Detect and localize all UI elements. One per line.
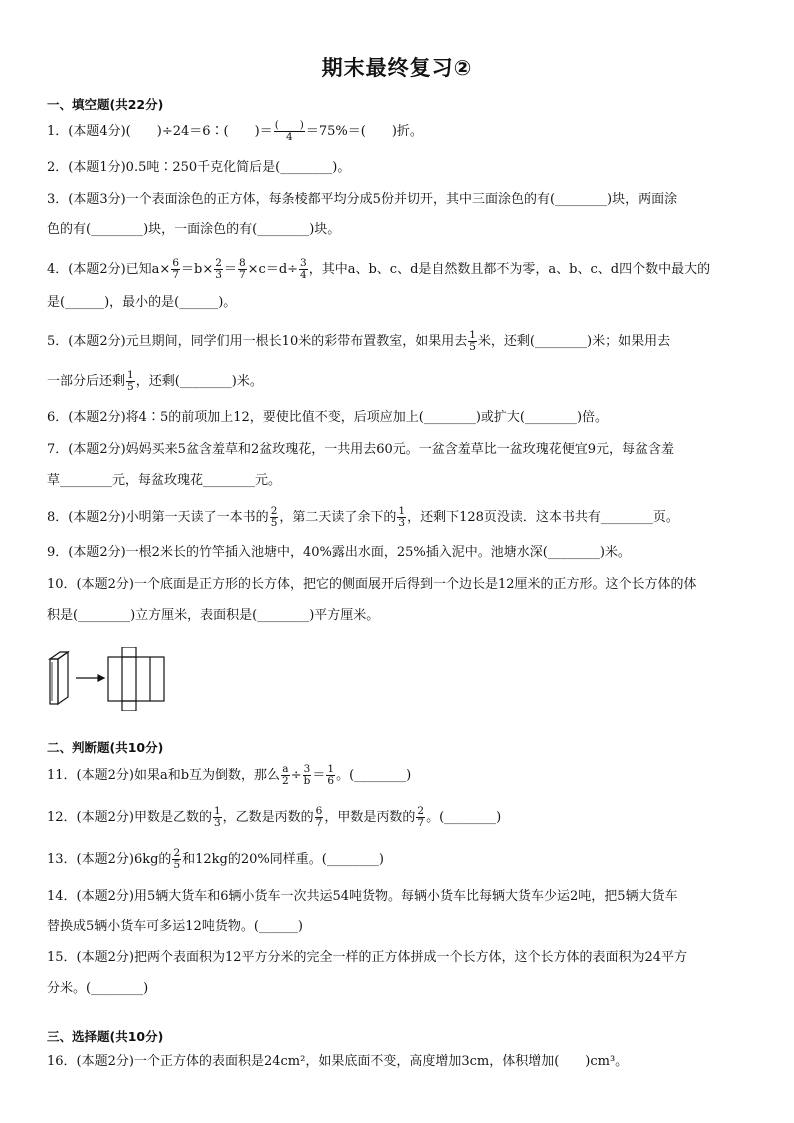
- question-6: 6．(本题2分)将4∶5的前项加上12，要使比值不变，后项应加上(________)或扩大(________)倍。: [47, 410, 609, 425]
- fraction: $\frac{6}{7}$: [172, 257, 180, 281]
- cuboid-unfold-figure: [46, 647, 166, 711]
- section-true-false: 二、判断题(共10分): [47, 740, 164, 755]
- question-13: 13．(本题2分)6kg的 $\frac{2}{5}$ 和12kg的20%同样重。(________): [47, 847, 384, 871]
- question-5-line-2: 一部分后还剩 $\frac{1}{5}$ ，还剩(________)米。: [47, 369, 263, 393]
- fraction: $\frac{2}{5}$: [270, 505, 278, 529]
- question-16: 16．(本题2分)一个正方体的表面积是24cm²，如果底面不变，高度增加3cm，体积增加( )cm³。: [47, 1054, 629, 1069]
- question-9: 9．(本题2分)一根2米长的竹竿插入池塘中，40%露出水面，25%插入泥中。池塘水深(________)米。: [47, 545, 631, 560]
- question-3-line-2: 色的有(________)块，一面涂色的有(________)块。: [47, 222, 341, 237]
- section-multiple-choice: 三、选择题(共10分): [47, 1029, 164, 1044]
- fraction: $\frac{2}{7}$: [417, 805, 425, 829]
- question-12: 12．(本题2分)甲数是乙数的 $\frac{1}{3}$ ，乙数是丙数的 $\frac{6}{7}$ ，甲数是丙数的 $\frac{2}{7}$ 。(________): [47, 805, 502, 829]
- fraction: $\frac{1}{5}$: [127, 369, 134, 393]
- question-15-line-1: 15．(本题2分)把两个表面积为12平方分米的完全一样的正方体拼成一个长方体，这个长方体的表面积为24平方: [47, 950, 688, 965]
- fraction: $\frac{1}{6}$: [327, 763, 335, 787]
- fraction: $\frac{6}{7}$: [315, 805, 323, 829]
- question-5-line-1: 5．(本题2分)元旦期间，同学们用一根长10米的彩带布置教室，如果用去 $\frac{1}{5}$ 米，还剩(________)米；如果用去: [47, 329, 671, 353]
- fraction: $\frac{( )}{4}$: [274, 119, 304, 143]
- question-7-line-1: 7．(本题2分)妈妈买来5盆含羞草和2盆玫瑰花，一共用去60元。一盆含羞草比一盆玫瑰花便宜9元，每盆含羞: [47, 442, 675, 457]
- question-4-line-1: 4．(本题2分)已知a× $\frac{6}{7}$ ＝b× $\frac{2}{3}$ ＝ $\frac{8}{7}$ ×c＝d÷ $\frac{3}{4}$ ，其中a、b、c、d是自然数且都不为零，a、b、c、d四个数中最大的: [47, 257, 711, 281]
- question-11: 11．(本题2分)如果a和b互为倒数，那么 $\frac{a}{2}$ ÷ $\frac{3}{b}$ ＝ $\frac{1}{6}$ 。(________): [47, 763, 412, 787]
- question-2: 2．(本题1分)0.5吨∶250千克化简后是(________)。: [47, 160, 351, 175]
- fraction: $\frac{1}{3}$: [398, 505, 406, 529]
- question-15-line-2: 分米。(________): [47, 981, 149, 996]
- fraction: $\frac{a}{2}$: [282, 763, 289, 787]
- question-4-line-2: 是(______)，最小的是(______)。: [47, 295, 237, 310]
- fraction: $\frac{1}{5}$: [469, 329, 476, 353]
- fraction: $\frac{8}{7}$: [238, 257, 246, 281]
- page-title: 期末最终复习②: [321, 56, 473, 80]
- fraction: $\frac{3}{4}$: [300, 257, 307, 281]
- question-10-line-1: 10．(本题2分)一个底面是正方形的长方体，把它的侧面展开后得到一个边长是12厘米的正方形。这个长方体的体: [47, 577, 697, 592]
- question-1: 1．(本题4分)( )÷24＝6∶( )＝ $\frac{( )}{4}$ ＝75%＝( )折。: [47, 119, 423, 143]
- question-7-line-2: 草________元，每盆玫瑰花________元。: [47, 473, 282, 488]
- fraction: $\frac{1}{3}$: [213, 805, 221, 829]
- question-14-line-2: 替换成5辆小货车可多运12吨货物。(______): [47, 919, 303, 934]
- section-fill-in: 一、填空题(共22分): [47, 97, 164, 112]
- fraction: $\frac{3}{b}$: [303, 763, 311, 787]
- question-3-line-1: 3．(本题3分)一个表面涂色的正方体，每条棱都平均分成5份并切开，其中三面涂色的有(________)块，两面涂: [47, 192, 678, 207]
- question-14-line-1: 14．(本题2分)用5辆大货车和6辆小货车一次共运54吨货物。每辆小货车比每辆大货车少运2吨，把5辆大货车: [47, 889, 678, 904]
- question-10-line-2: 积是(________)立方厘米，表面积是(________)平方厘米。: [47, 608, 380, 623]
- fraction: $\frac{2}{5}$: [173, 847, 181, 871]
- fraction: $\frac{2}{3}$: [215, 257, 222, 281]
- question-8: 8．(本题2分)小明第一天读了一本书的 $\frac{2}{5}$ ，第二天读了余下的 $\frac{1}{3}$ ，还剩下128页没读．这本书共有________页。: [47, 505, 679, 529]
